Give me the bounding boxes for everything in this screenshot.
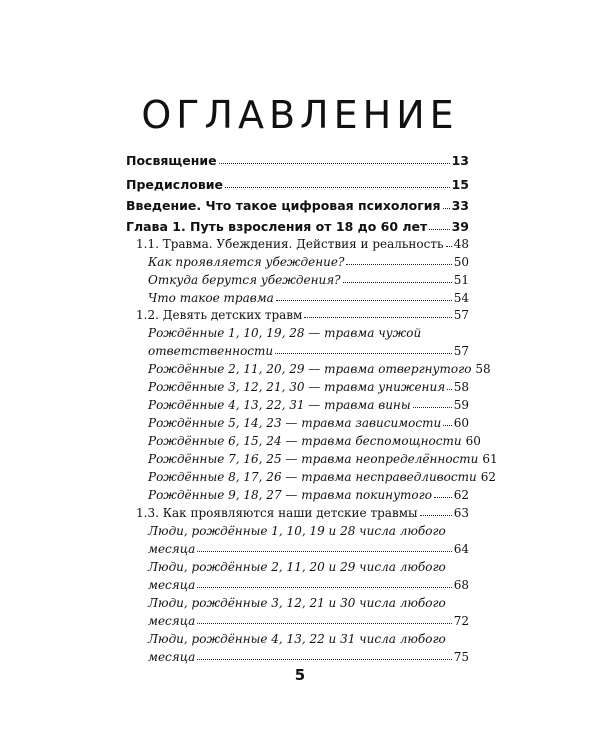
toc-entry-label: 1.2. Девять детских травм (136, 308, 303, 322)
toc-entry-label: Введение. Что такое цифровая психология (126, 198, 441, 213)
toc-entry (126, 219, 469, 234)
toc-entry-page: 50 (453, 255, 469, 269)
toc-entry-label: Рождённые 8, 17, 26 — травма несправедливости (148, 470, 477, 484)
toc-entry-label: Что такое травма (148, 291, 274, 305)
toc-entry (148, 542, 469, 556)
toc-entry-label: месяца (148, 614, 196, 628)
toc-entry-page: 62 (453, 488, 469, 502)
toc-entry-page: 48 (453, 237, 469, 251)
toc-entry-page: 58 (453, 380, 469, 394)
dot-leader (447, 389, 452, 390)
dot-leader (434, 497, 452, 498)
toc-entry-page: 61 (482, 452, 498, 466)
toc-entry-label: Предисловие (126, 177, 224, 192)
toc-entry (148, 416, 469, 430)
toc-entry-page: 60 (465, 434, 481, 448)
toc-entry-label: 1.1. Травма. Убеждения. Действия и реальность (136, 237, 444, 251)
toc-entry (148, 273, 469, 287)
toc-entry-label: Глава 1. Путь взросления от 18 до 60 лет (126, 219, 428, 234)
toc-entry-label: месяца (148, 542, 196, 556)
toc-entry-page: 57 (453, 308, 469, 322)
toc-entry-page: 57 (453, 344, 469, 358)
toc-entry-label-line1: Люди, рождённые 1, 10, 19 и 28 числа любого (148, 524, 446, 538)
toc-entry-label: Посвящение (126, 153, 217, 168)
toc-entry-label: Рождённые 5, 14, 23 — травма зависимости (148, 416, 442, 430)
toc-entry-page: 59 (453, 398, 469, 412)
toc-entry-label: Откуда берутся убеждения? (148, 273, 341, 287)
toc-entry (148, 614, 469, 628)
dot-leader (197, 587, 451, 588)
toc-entry (148, 255, 469, 269)
toc-entry-page: 58 (475, 362, 491, 376)
dot-leader (197, 551, 451, 552)
dot-leader (219, 163, 450, 164)
toc-entry-page: 15 (451, 177, 469, 192)
toc-entry (148, 362, 491, 376)
dot-leader (443, 425, 452, 426)
dot-leader (429, 229, 449, 230)
dot-leader (443, 208, 450, 209)
toc-entry-page: 13 (451, 153, 469, 168)
toc-entry-page: 75 (453, 650, 469, 664)
toc-entry-label-line1: Люди, рождённые 4, 13, 22 и 31 числа любого (148, 632, 446, 646)
toc-entry (126, 177, 469, 192)
toc-entry (148, 452, 498, 466)
toc-entry-page: 64 (453, 542, 469, 556)
dot-leader (413, 407, 452, 408)
page-number: 5 (294, 666, 306, 684)
toc-entry (136, 308, 469, 322)
toc-entry-label: Рождённые 4, 13, 22, 31 — травма вины (148, 398, 411, 412)
toc-entry-label: месяца (148, 578, 196, 592)
dot-leader (446, 246, 452, 247)
dot-leader (197, 659, 451, 660)
toc-entry-page: 54 (453, 291, 469, 305)
toc-entry-page: 51 (453, 273, 469, 287)
toc-entry-page: 60 (453, 416, 469, 430)
toc-entry-label: Рождённые 6, 15, 24 — травма беспомощности (148, 434, 462, 448)
dot-leader (275, 353, 452, 354)
dot-leader (197, 623, 451, 624)
dot-leader (276, 300, 452, 301)
toc-entry-page: 62 (480, 470, 496, 484)
toc-entry-page: 68 (453, 578, 469, 592)
toc-entry-label: месяца (148, 650, 196, 664)
toc-entry (126, 153, 469, 168)
toc-entry-label: Рождённые 3, 12, 21, 30 — травма унижения (148, 380, 446, 394)
toc-entry-label: Рождённые 9, 18, 27 — травма покинутого (148, 488, 432, 502)
toc-entry (148, 398, 469, 412)
toc-entry (148, 344, 469, 358)
toc-entry (148, 291, 469, 305)
toc-entry (148, 650, 469, 664)
toc-entry-page: 33 (451, 198, 469, 213)
toc-entry-label: Рождённые 2, 11, 20, 29 — травма отвергнутого (148, 362, 472, 376)
toc-entry (136, 506, 469, 520)
toc-entry-label: Как проявляется убеждение? (148, 255, 345, 269)
dot-leader (225, 187, 450, 188)
dot-leader (343, 282, 452, 283)
toc-entry-page: 72 (453, 614, 469, 628)
toc-entry (136, 237, 469, 251)
toc-entry-label: 1.3. Как проявляются наши детские травмы (136, 506, 418, 520)
page-title: ОГЛАВЛЕНИЕ (141, 93, 459, 137)
toc-entry (148, 470, 496, 484)
toc-entry-page: 39 (451, 219, 469, 234)
dot-leader (420, 515, 452, 516)
dot-leader (304, 317, 451, 318)
toc-entry-label: ответственности (148, 344, 274, 358)
toc-entry (148, 380, 469, 394)
toc-entry (148, 434, 481, 448)
toc-entry (126, 198, 469, 213)
toc-entry-page: 63 (453, 506, 469, 520)
toc-entry-label-line1: Люди, рождённые 3, 12, 21 и 30 числа любого (148, 596, 446, 610)
dot-leader (346, 264, 451, 265)
toc-entry-label: Рождённые 7, 16, 25 — травма неопределённости (148, 452, 479, 466)
toc-entry (148, 578, 469, 592)
toc-entry (148, 488, 469, 502)
toc-entry-label-line1: Рождённые 1, 10, 19, 28 — травма чужой (148, 326, 422, 340)
toc-entry-label-line1: Люди, рождённые 2, 11, 20 и 29 числа любого (148, 560, 446, 574)
